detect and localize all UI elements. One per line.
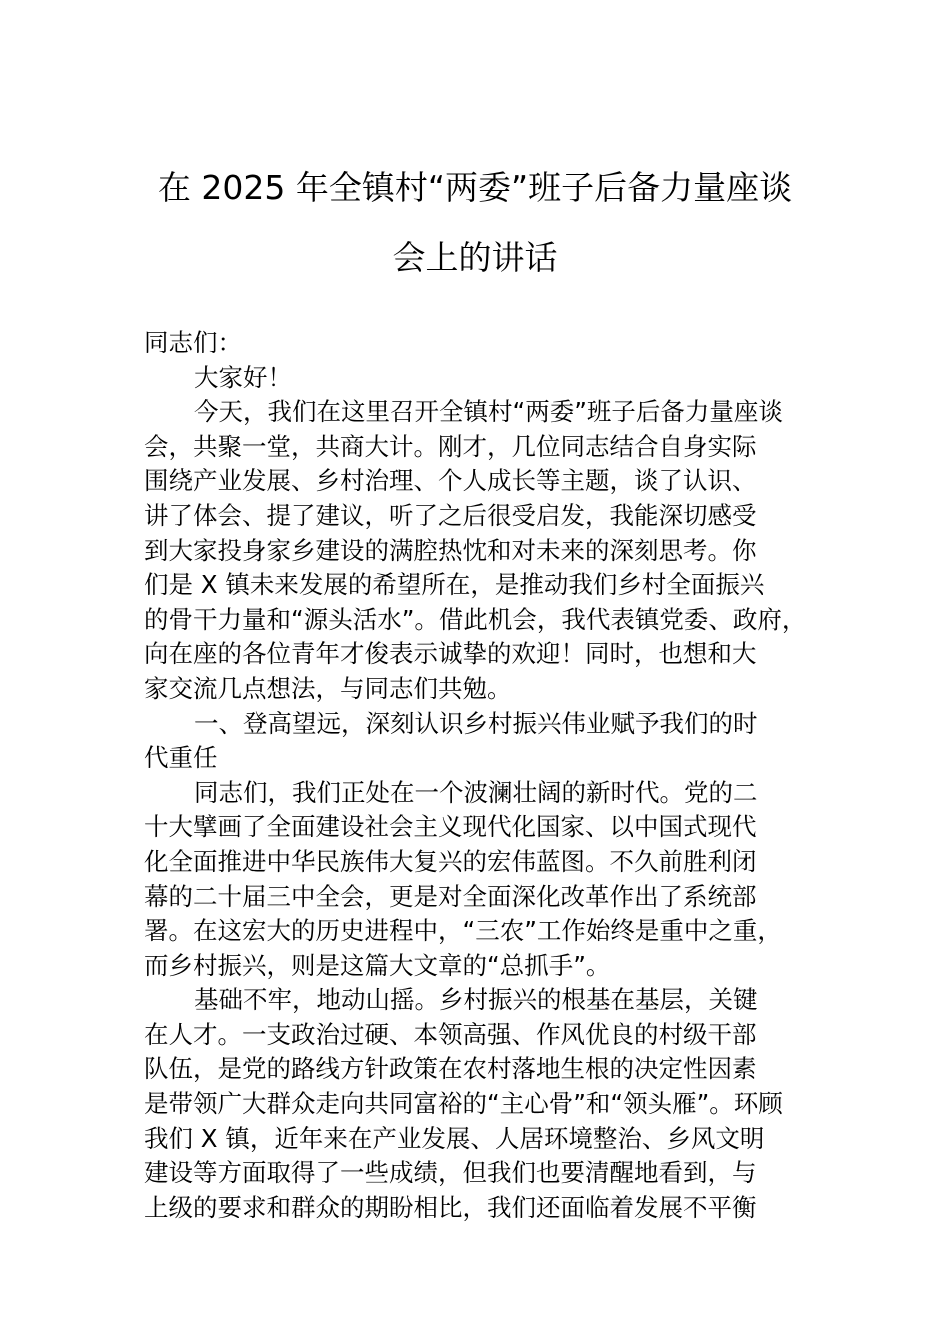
document-title-line-1: 在 2025 年全镇村“两委”班子后备力量座谈 [157, 168, 793, 207]
paragraph-line: 基础不牢，地动山摇。乡村振兴的根基在基层，关键 [194, 985, 758, 1015]
paragraph-line: 幕的二十届三中全会，更是对全面深化改革作出了系统部 [144, 881, 757, 911]
paragraph-line: 们是 X 镇未来发展的希望所在，是推动我们乡村全面振兴 [144, 570, 765, 600]
document-title-line-2: 会上的讲话 [392, 238, 558, 277]
salutation: 同志们： [144, 328, 242, 357]
paragraph-line: 的骨干力量和“源头活水”。借此机会，我代表镇党委、政府， [144, 604, 807, 634]
section-heading-line: 代重任 [144, 743, 218, 773]
paragraph-line: 我们 X 镇，近年来在产业发展、人居环境整治、乡风文明 [144, 1123, 765, 1153]
paragraph-line: 而乡村振兴，则是这篇大文章的“总抓手”。 [144, 950, 611, 980]
paragraph-line: 十大擘画了全面建设社会主义现代化国家、以中国式现代 [144, 812, 757, 842]
paragraph-line: 化全面推进中华民族伟大复兴的宏伟蓝图。不久前胜利闭 [144, 846, 757, 876]
paragraph-line: 是带领广大群众走向共同富裕的“主心骨”和“领头雁”。环顾 [144, 1089, 783, 1119]
paragraph-line: 讲了体会、提了建议，听了之后很受启发，我能深切感受 [144, 500, 757, 530]
paragraph-line: 围绕产业发展、乡村治理、个人成长等主题，谈了认识、 [144, 466, 757, 496]
section-heading-line: 一、登高望远，深刻认识乡村振兴伟业赋予我们的时 [194, 708, 758, 738]
paragraph-line: 队伍，是党的路线方针政策在农村落地生根的决定性因素 [144, 1054, 757, 1084]
paragraph-line: 在人才。一支政治过硬、本领高强、作风优良的村级干部 [144, 1019, 757, 1049]
greeting: 大家好！ [194, 362, 292, 392]
paragraph-line: 建设等方面取得了一些成绩，但我们也要清醒地看到，与 [144, 1158, 757, 1188]
paragraph-line: 同志们，我们正处在一个波澜壮阔的新时代。党的二 [194, 777, 758, 807]
paragraph-line: 署。在这宏大的历史进程中，“三农”工作始终是重中之重， [144, 916, 782, 946]
document-body [144, 326, 844, 1225]
paragraph-line: 今天，我们在这里召开全镇村“两委”班子后备力量座谈 [194, 397, 783, 427]
paragraph-line: 上级的要求和群众的期盼相比，我们还面临着发展不平衡 [144, 1192, 757, 1222]
paragraph-line: 家交流几点想法，与同志们共勉。 [144, 673, 512, 703]
paragraph-line: 到大家投身家乡建设的满腔热忱和对未来的深刻思考。你 [144, 535, 757, 565]
paragraph-line: 会，共聚一堂，共商大计。刚才，几位同志结合自身实际 [144, 431, 757, 461]
paragraph-line: 向在座的各位青年才俊表示诚挚的欢迎！同时，也想和大 [144, 639, 757, 669]
